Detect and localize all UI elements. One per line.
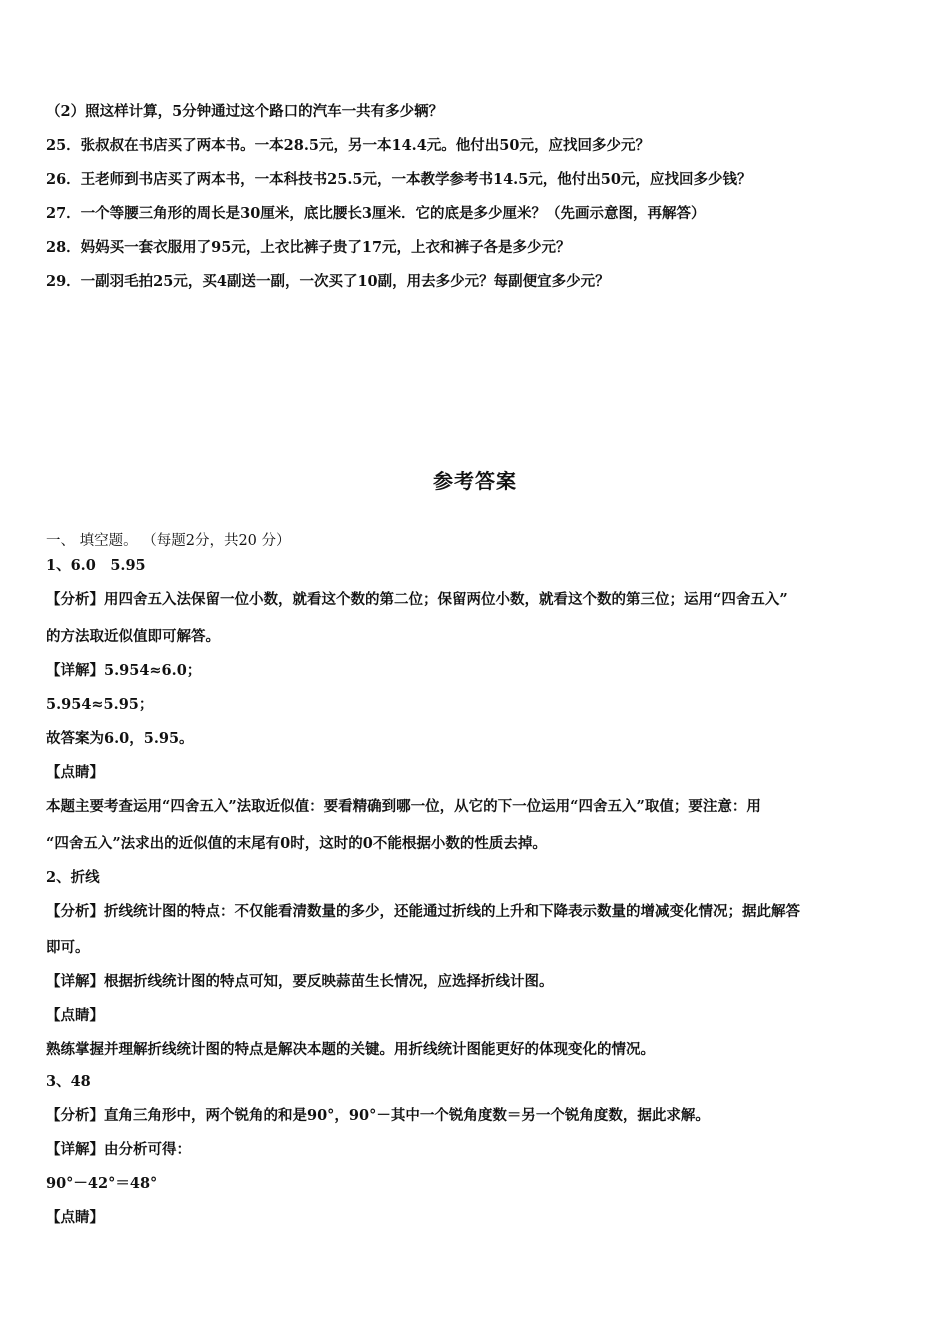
answer-2-comment-heading: 【点睛】 (46, 1007, 104, 1024)
answer-1-label: 1、6.0 5.95 (46, 557, 146, 574)
answer-1-detail-2: 故答案为6.0，5.95。 (46, 730, 194, 747)
question-25: 25．张叔叔在书店买了两本书。一本28.5元，另一本14.4元。他付出50元，应找回多少元？ (46, 137, 650, 154)
answer-2-analysis-cont: 即可。 (46, 939, 90, 956)
answer-3-detail-1: 90°－42°＝48° (46, 1175, 158, 1192)
answer-3-analysis: 【分析】直角三角形中，两个锐角的和是90°，90°－其中一个锐角度数＝另一个锐角度数，据此求解。 (46, 1107, 710, 1124)
answers-title: 参考答案 (433, 469, 517, 493)
question-29: 29．一副羽毛拍25元，买4副送一副，一次买了10副，用去多少元？每副便宜多少元？ (46, 273, 610, 290)
answer-1-analysis: 【分析】用四舍五入法保留一位小数，就看这个数的第二位；保留两位小数，就看这个数的第三位；运用“四舍五入” (46, 591, 788, 608)
answer-1-comment-heading: 【点睛】 (46, 764, 104, 781)
answer-3-comment-heading: 【点睛】 (46, 1209, 104, 1226)
question-28: 28．妈妈买一套衣服用了95元，上衣比裤子贵了17元，上衣和裤子各是多少元？ (46, 239, 571, 256)
answer-2-analysis: 【分析】折线统计图的特点：不仅能看清数量的多少，还能通过折线的上升和下降表示数量的增减变化情况；据此解答 (46, 903, 800, 920)
answer-3-label: 3、48 (46, 1073, 91, 1090)
answer-1-analysis-cont: 的方法取近似值即可解答。 (46, 628, 220, 645)
answer-2-label: 2、折线 (46, 869, 100, 886)
question-27: 27．一个等腰三角形的周长是30厘米，底比腰长3厘米．它的底是多少厘米？（先画示意图，再解答） (46, 205, 706, 222)
question-24-2: （2）照这样计算，5分钟通过这个路口的汽车一共有多少辆？ (46, 103, 444, 120)
answer-2-detail: 【详解】根据折线统计图的特点可知，要反映蒜苗生长情况，应选择折线计图。 (46, 973, 554, 990)
answer-1-comment-1: 本题主要考查运用“四舍五入”法取近似值：要看精确到哪一位，从它的下一位运用“四舍五入”取值；要注意：用 (46, 798, 761, 815)
section-heading: 一、 填空题。 （每题2分，共20 分） (46, 533, 291, 549)
answer-1-detail-1: 5.954≈5.95； (46, 696, 154, 713)
question-26: 26．王老师到书店买了两本书，一本科技书25.5元，一本教学参考书14.5元，他付出50元，应找回多少钱？ (46, 171, 752, 188)
answer-1-detail-heading: 【详解】5.954≈6.0； (46, 662, 202, 679)
answer-3-detail: 【详解】由分析可得： (46, 1141, 191, 1158)
answer-1-comment-2: “四舍五入”法求出的近似值的末尾有0时，这时的0不能根据小数的性质去掉。 (46, 835, 547, 852)
answer-2-comment-1: 熟练掌握并理解折线统计图的特点是解决本题的关键。用折线统计图能更好的体现变化的情况。 (46, 1041, 655, 1058)
